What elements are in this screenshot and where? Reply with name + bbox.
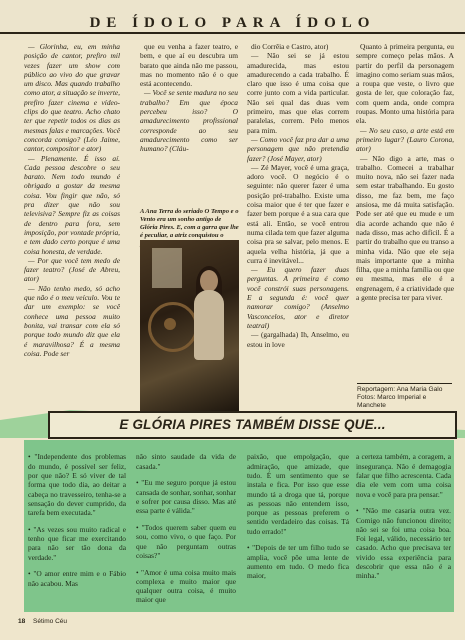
quotes-column-2: [136, 445, 236, 610]
spinning-wheel-hub: [164, 318, 176, 330]
paragraph: — Você se sente madura no seu trabalho? Em que época percebeu isso? O amadurecimento profissional corresponde ao seu amadurecimento como ser humano? (Cláu-: [140, 88, 238, 154]
paragraph: — No seu caso, a arte está em primeiro lugar? (Lauro Corona, ator): [356, 125, 454, 154]
credit-rule: [357, 383, 452, 384]
paragraph: • "Depois de ter um filho tudo se amplia, você põe uma lente de aumento em tudo. O medo fica maior,: [247, 543, 349, 581]
magazine-name: Sétimo Céu: [33, 618, 68, 625]
page-footer: [18, 618, 218, 625]
photo-figure: [194, 290, 224, 360]
paragraph: • "Eu me seguro porque já estou cansada de sonhar, sonhar, sonhar e sofrer por causa disso. Mas até essa parte é válida.": [136, 478, 236, 516]
paragraph: paixão, que empolgação, que admiração, que amizade, que tudo. É um sentimento que se instala e fica. Por isso que esse mundo tá a droga que tá, porque as pessoas não entendem isso, porque as pessoas preferem o sentido verdadeiro das coisas. Tá tudo errado!": [247, 452, 349, 536]
photo-caption: A Ana Terra do seriado O Tempo e o Vento era um sonho antigo de Glória Pires. E, com a garra que lhe é peculiar, a atriz conquistou o: [140, 208, 239, 239]
paragraph: — Não digo a arte, mas o trabalho. Comecei a trabalhar muito nova, não sei fazer nada sem estar trabalhando. Eu gosto disso, me faz bem, me faço ansiosa, me dá muita satisfação. Pode ser até que eu mude e um dia acorde achando que não é nada disso, mas acho difícil. É a partir do trabalho que eu transo a minha vida. Não que ele seja mais importante que a minha filha, que a minha família ou que eu mesma, mas ele é a engrenagem, é a criatividade que a gente precisa ter para viver.: [356, 153, 454, 303]
paragraph: — Como você faz pra dar a uma personagem que não pretendia fazer? (José Mayer, ator): [247, 134, 349, 163]
article-column-3: [247, 42, 349, 397]
paragraph: • "O amor entre mim e o Fábio não acabou. Mas: [28, 569, 126, 588]
photo-window-light: [152, 248, 182, 288]
photo-head: [200, 270, 218, 292]
credit-reportagem: Reportagem: Ana Maria Galo: [357, 386, 443, 393]
header-rule: [0, 32, 465, 34]
section-title: DE ÍDOLO PARA ÍDOLO: [89, 15, 376, 31]
paragraph: • "Amor é uma coisa muito mais complexa e muito maior que qualquer outra coisa, é muito maior que: [136, 567, 236, 605]
paragraph: • "Independente dos problemas do mundo, é possível ser feliz, por que não? E só viver de tal forma que todo dia, ao deitar a cabeça no travesseiro, tenha-se a sensação do dever cumprido, da tarefa bem executada.": [28, 452, 126, 518]
paragraph: dio Corrêia e Castro, ator): [251, 42, 329, 51]
paragraph: • "Não me casaria outra vez. Comigo não funcionou direito; não sei se foi uma coisa boa. Foi legal, válido, necessário ter casado. Acho que precisava ter vivido essa experiência para descobrir que essa não é a minha.": [356, 506, 451, 581]
paragraph: Quanto à primeira pergunta, eu sempre começo pelas mãos. A partir do perfil da personagem imagino como seriam suas mãos, a roupa que veste, o livro que gosta de ler, que coloração faz, com quem anda, onde compra roupas. Monto uma história para ela.: [356, 42, 454, 126]
page-header: [0, 0, 465, 40]
quotes-banner: E GLÓRIA PIRES TAMBÉM DISSE QUE...: [48, 411, 457, 439]
paragraph: — Zé Mayer, você é uma graça, adoro você. O negócio é o seguinte: não querer fazer é uma posição pré-trabalho. Existe uma coisa maior que é ter que fazer e fazer bem porque é a sua cara que está ali. Então, se você entrou numa cilada tem que fazer alguma coisa pra se salvar, pelo menos. E aquela velha história, já que a curra é inevitável...: [247, 162, 349, 265]
photo-credits: [357, 383, 452, 410]
paragraph: — Não sei se já estou amadurecida, mas estou amadurecendo a cada trabalho. É claro que isso é uma coisa que corre junto com a vida particular. Não sei qual das duas vem primeiro, mas que elas correm paralelas, correm. Pelo menos para mim.: [247, 51, 349, 135]
quotes-column-4: [356, 445, 451, 610]
paragraph: — Glorinha, eu, em minha posição de cantor, prefiro mil vezes fazer um show com público ao vivo do que gravar um disco. Mas quando trabalho como ator, a situação se inverte, prefiro fazer cinema e vídeo-clips do que teatro. Acho chato ter que repetir todos os dias as mesmas falas e marcações. Você concorda comigo? (Léo Jaime, cantor, compositor e ator): [24, 42, 120, 154]
article-column-2: [140, 42, 238, 212]
page-number: 18: [18, 618, 26, 625]
paragraph: não sinto saudade da vida de casada.": [136, 452, 236, 471]
paragraph: — Eu quero fazer duas perguntas. A primeira é como você constrói suas personagens. E a segunda é: você quer namorar comigo? (Anselmo Vasconcelos, ator e diretor teatral): [247, 265, 349, 330]
paragraph: que eu venha a fazer teatro, e bem, e que aí eu descubra um barato que ainda não me passou, mas no momento não é o que está acontecendo.: [140, 42, 238, 89]
paragraph: — Não tenho medo, só acho que não é o meu veículo. Vou te dar um exemplo: se você conhece uma pessoa muito bonita, vai transar com ela só porque todo mundo diz que ela é maravilhosa? É a mesma coisa. Pode ser: [24, 283, 120, 358]
quotes-column-3: [247, 445, 349, 610]
actress-photo: [140, 240, 239, 412]
article-column-4: [356, 42, 454, 372]
paragraph: — (gargalhada) Ih, Anselmo, eu estou in love: [247, 330, 349, 349]
paragraph: — Plenamente. É isso aí. Cada pessoa descobre o seu barato. Nem todo mundo é obrigado a gostar da mesma coisa. Vou fingir que não, só pra dizer que não sou televisiva? Sempre fiz as coisas de dentro para fora, sem imposição, por vontade própria, e tem dado certo porque é uma coisa honesta, de verdade.: [24, 153, 120, 256]
paragraph: • "Todos querem saber quem eu sou, como vivo, o que faço. Por que não perguntam outras coisas?": [136, 522, 236, 560]
paragraph: • "As vezes sou muito radical e tenho que ficar me exercitando para não ser tão dona da verdade.": [28, 524, 126, 562]
quotes-column-1: [28, 445, 126, 610]
article-column-1: [24, 42, 120, 397]
credit-fotos: Fotos: Marco Imperial e Manchete: [357, 394, 427, 409]
paragraph: a certeza também, a coragem, a insegurança. Não é demagogia falar que filho acrescenta. Cada dia ele vem com uma coisa nova e você para pra pensar.": [356, 452, 451, 499]
paragraph: — Por que você tem medo de fazer teatro? (José de Abreu, ator): [24, 255, 120, 284]
